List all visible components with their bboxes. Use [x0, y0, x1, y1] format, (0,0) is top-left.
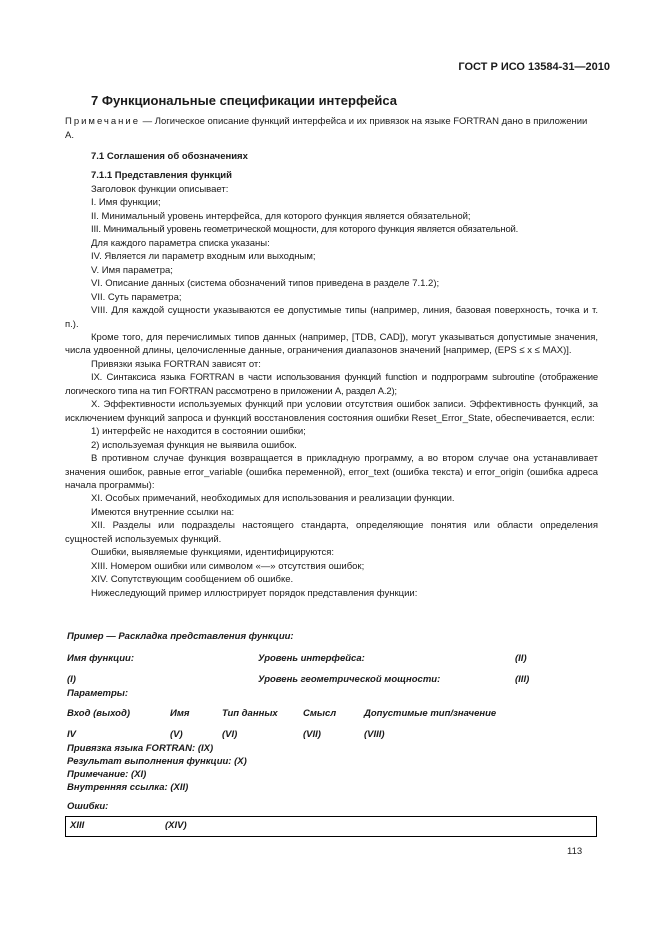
paragraph: Привязки языка FORTRAN зависят от: [91, 358, 261, 370]
paragraph: I. Имя функции; [91, 197, 161, 209]
reference-line: Внутренняя ссылка: (XII) [67, 782, 189, 793]
paragraph: 2) используемая функция не выявила ошибок. [91, 439, 297, 451]
paragraph: Кроме того, для перечислимых типов данных (например, [TDB, CAD]), могут указываться допустимые значения, числа удвоенной длины, целочисленные данные, ограничения диапазонов значений [например, (EPS ≤ x ≤ MAX)]. [65, 331, 598, 357]
error-message: (XIV) [165, 820, 187, 831]
note [65, 115, 598, 142]
error-number: XIII [70, 820, 85, 831]
val-allowed: (VIII) [364, 729, 385, 740]
document-header: ГОСТ Р ИСО 13584-31—2010 [458, 61, 610, 73]
paragraph: VI. Описание данных (система обозначений типов приведена в разделе 7.1.2); [91, 278, 440, 290]
col-allowed: Допустимые тип/значение [364, 708, 497, 719]
body-text [65, 183, 598, 600]
paragraph: В противном случае функция возвращается в прикладную программу, а во втором случае она устанавливает значения ошибок, равные error_variable (ошибка переменной), error_text (ошибка текста) и error_origin (ошибка адреса начала программы): [65, 453, 598, 491]
subsection-title: 7.1 Соглашения об обозначениях [91, 151, 248, 162]
subsubsection-title: 7.1.1 Представления функций [91, 170, 232, 181]
result-line: Результат выполнения функции: (X) [67, 756, 247, 767]
val-type: (VI) [222, 729, 238, 740]
col-inout: Вход (выход) [67, 708, 130, 719]
paragraph: IV. Является ли параметр входным или выходным; [91, 251, 316, 263]
paragraph: X. Эффективности используемых функций при условии отсутствия ошибок записи. Эффективность функций, за исключением функций запроса и функций восстановления состояния ошибки Reset_Error_State, обеспечивается, если: [65, 399, 598, 424]
paragraph: III. Минимальный уровень геометрической мощности, для которого функция является обязательной. [91, 224, 519, 236]
params-label: Параметры: [67, 688, 129, 699]
section-title: 7 Функциональные спецификации интерфейса [91, 93, 397, 108]
func-name-value: (I) [67, 674, 76, 685]
paragraph: XIII. Номером ошибки или символом «—» отсутствия ошибок; [91, 560, 365, 572]
note-label: Примечание [65, 116, 140, 127]
paragraph: Нижеследующий пример иллюстрирует порядок представления функции: [91, 587, 418, 599]
val-meaning: (VII) [303, 729, 321, 740]
example-title: Пример — Раскладка представления функции: [67, 631, 294, 642]
col-type: Тип данных [222, 708, 278, 719]
paragraph: VIII. Для каждой сущности указываются ее допустимые типы (например, линия, базовая поверхность, точка и т. п.). [65, 305, 598, 330]
geom-level-label: Уровень геометрической мощности: [258, 674, 441, 685]
paragraph: Заголовок функции описывает: [91, 184, 229, 195]
paragraph: Ошибки, выявляемые функциями, идентифицируются: [91, 547, 335, 559]
paragraph: XIV. Сопутствующим сообщением об ошибке. [91, 574, 294, 586]
func-name-label: Имя функции: [67, 653, 135, 664]
paragraph: VII. Суть параметра; [91, 291, 182, 303]
paragraph: V. Имя параметра; [91, 264, 173, 276]
page-number: 113 [567, 846, 583, 857]
iface-level-label: Уровень интерфейса: [258, 653, 365, 664]
paragraph: XI. Особых примечаний, необходимых для использования и реализации функции. [91, 493, 455, 505]
errors-label: Ошибки: [67, 801, 109, 812]
paragraph: XII. Разделы или подразделы настоящего стандарта, определяющие понятия или области определения сущностей используемых функций. [65, 520, 598, 545]
iface-level-value: (II) [515, 653, 527, 664]
note-line: Примечание: (XI) [67, 769, 147, 780]
col-name: Имя [170, 708, 190, 719]
col-meaning: Смысл [303, 708, 337, 719]
val-name: (V) [170, 729, 183, 740]
paragraph: II. Минимальный уровень интерфейса, для которого функция является обязательной; [91, 210, 471, 222]
binding-line: Привязка языка FORTRAN: (IX) [67, 743, 214, 754]
note-text: — Логическое описание функций интерфейса и их привязок на языке FORTRAN дано в приложении А. [65, 116, 588, 141]
val-inout: IV [67, 729, 76, 740]
paragraph: IX. Синтаксиса языка FORTRAN в части использования функций function и подпрограмм subroutine (отображение логического типа на тип FORTRAN рассмотрено в приложении А, раздел А.2); [65, 372, 598, 397]
paragraph: Для каждого параметра списка указаны: [91, 237, 270, 249]
errors-box [65, 816, 597, 837]
geom-level-value: (III) [515, 674, 530, 685]
paragraph: Имеются внутренние ссылки на: [91, 506, 235, 518]
paragraph: 1) интерфейс не находится в состоянии ошибки; [91, 426, 306, 438]
